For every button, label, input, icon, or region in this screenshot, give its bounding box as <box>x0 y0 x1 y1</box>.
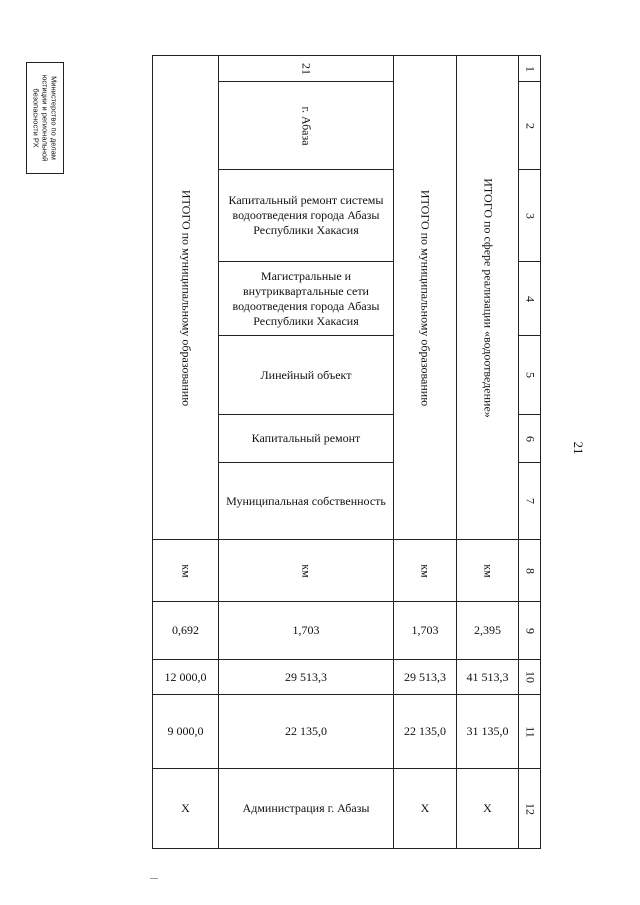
total-sphere-customer: Х <box>457 769 519 849</box>
row-col10 <box>153 660 541 695</box>
colnum-1: 1 <box>519 56 541 82</box>
registration-stamp <box>26 62 64 174</box>
cell-cost-budget: 22 135,0 <box>219 695 394 769</box>
colnum-8: 8 <box>519 540 541 602</box>
total-sphere-capacity: 2,395 <box>457 602 519 660</box>
row-col8 <box>153 540 541 602</box>
total-municipal-1-customer: Х <box>394 769 457 849</box>
row-col1 <box>153 56 541 82</box>
cell-unit: км <box>219 540 394 602</box>
row-col12 <box>153 769 541 849</box>
scan-mark <box>150 878 158 879</box>
cell-ownership: Муниципальная собственность <box>219 463 394 540</box>
cell-work-type: Капитальный ремонт <box>219 415 394 463</box>
colnum-9: 9 <box>519 602 541 660</box>
colnum-12: 12 <box>519 769 541 849</box>
cell-place: г. Абаза <box>219 82 394 170</box>
colnum-11: 11 <box>519 695 541 769</box>
total-sphere-label: ИТОГО по сфере реализации «водоотведение» <box>457 56 519 540</box>
investment-table <box>152 55 541 849</box>
total-municipal-2-unit: км <box>153 540 219 602</box>
colnum-4: 4 <box>519 262 541 336</box>
total-municipal-2-cost-total: 12 000,0 <box>153 660 219 695</box>
colnum-5: 5 <box>519 336 541 415</box>
row-col11 <box>153 695 541 769</box>
total-sphere-cost-budget: 31 135,0 <box>457 695 519 769</box>
colnum-3: 3 <box>519 170 541 262</box>
colnum-7: 7 <box>519 463 541 540</box>
total-sphere-cost-total: 41 513,3 <box>457 660 519 695</box>
colnum-10: 10 <box>519 660 541 695</box>
cell-row-number: 21 <box>219 56 394 82</box>
total-municipal-1-unit: км <box>394 540 457 602</box>
total-municipal-1-cost-budget: 22 135,0 <box>394 695 457 769</box>
page-number: 21 <box>571 441 586 455</box>
cell-customer: Администрация г. Абазы <box>219 769 394 849</box>
total-municipal-2-capacity: 0,692 <box>153 602 219 660</box>
total-sphere-unit: км <box>457 540 519 602</box>
total-municipal-1-label: ИТОГО по муниципальному образованию <box>394 56 457 540</box>
total-municipal-1-capacity: 1,703 <box>394 602 457 660</box>
colnum-6: 6 <box>519 415 541 463</box>
cell-object: Магистральные и внутриквартальные сети водоотведения города Абазы Республики Хакасия <box>219 262 394 336</box>
cell-capacity: 1,703 <box>219 602 394 660</box>
cell-object-type: Линейный объект <box>219 336 394 415</box>
total-municipal-1-cost-total: 29 513,3 <box>394 660 457 695</box>
stamp-text: Министерство по делам юстиции и региональной безопасности РХ <box>31 74 59 162</box>
cell-cost-total: 29 513,3 <box>219 660 394 695</box>
row-col9 <box>153 602 541 660</box>
cell-project: Капитальный ремонт системы водоотведения города Абазы Республики Хакасия <box>219 170 394 262</box>
total-municipal-2-customer: Х <box>153 769 219 849</box>
total-municipal-2-label: ИТОГО по муниципальному образованию <box>153 56 219 540</box>
total-municipal-2-cost-budget: 9 000,0 <box>153 695 219 769</box>
colnum-2: 2 <box>519 82 541 170</box>
